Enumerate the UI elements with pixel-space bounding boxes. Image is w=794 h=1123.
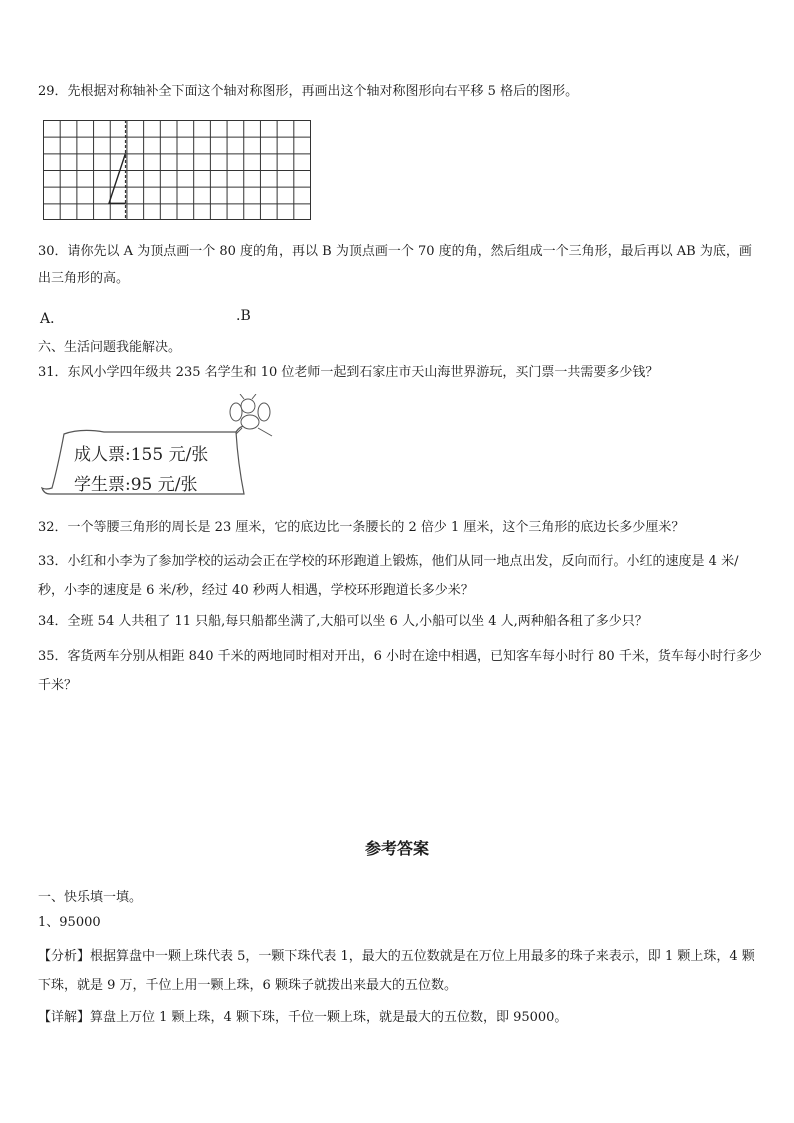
answer-1-detail: 【详解】算盘上万位 1 颗上珠，4 颗下珠，千位一颗上珠，就是最大的五位数，即 95000。 [38,1010,568,1025]
question-33: 33．小红和小李为了参加学校的运动会正在学校的环形跑道上锻炼，他们从同一地点出发，反向而行。小红的速度是 4 米/秒，小李的速度是 6 米/秒，经过 40 秒两人相遇，学校环形跑道长多少米？ [38,554,739,598]
bee-icon [230,394,272,436]
question-32: 32．一个等腰三角形的周长是 23 厘米，它的底边比一条腰长的 2 倍少 1 厘米，这个三角形的底边长多少厘米？ [38,520,685,535]
symmetry-grid [43,120,311,220]
answer-1-analysis: 【分析】根据算盘中一颗上珠代表 5，一颗下珠代表 1，最大的五位数就是在万位上用最多的珠子来表示，即 1 颗上珠，4 颗下珠，就是 9 万，千位上用一颗上珠，6 颗珠子就拨出来最大的五位数。 [38,949,755,993]
point-b: .B [236,308,251,324]
ticket-price-board [36,394,286,506]
answer-key-title: 参考答案 [364,839,429,858]
question-34: 34．全班 54 人共租了 11 只船,每只船都坐满了,大船可以坐 6 人,小船可以坐 4 人,两种船各租了多少只？ [38,614,648,629]
student-ticket-price: 学生票:95 元/张 [74,475,198,495]
question-29: 29．先根据对称轴补全下面这个轴对称图形，再画出这个轴对称图形向右平移 5 格后的图形。 [38,84,579,99]
question-35: 35．客货两车分别从相距 840 千米的两地同时相对开出，6 小时在途中相遇，已知客车每小时行 80 千米，货车每小时行多少千米？ [38,649,762,693]
half-figure [109,153,126,203]
question-31: 31．东风小学四年级共 235 名学生和 10 位老师一起到石家庄市天山海世界游玩，买门票一共需要多少钱？ [38,365,659,380]
section-six-heading: 六、生活问题我能解决。 [38,340,182,355]
answers-section-one: 一、快乐填一填。 [38,890,143,905]
answer-1: 1、95000 [38,915,101,930]
question-30: 30．请你先以 A 为顶点画一个 80 度的角，再以 B 为顶点画一个 70 度的角，然后组成一个三角形，最后再以 AB 为底，画出三角形的高。 [38,244,752,286]
point-a: A． [40,311,65,327]
adult-ticket-price: 成人票:155 元/张 [74,445,209,465]
